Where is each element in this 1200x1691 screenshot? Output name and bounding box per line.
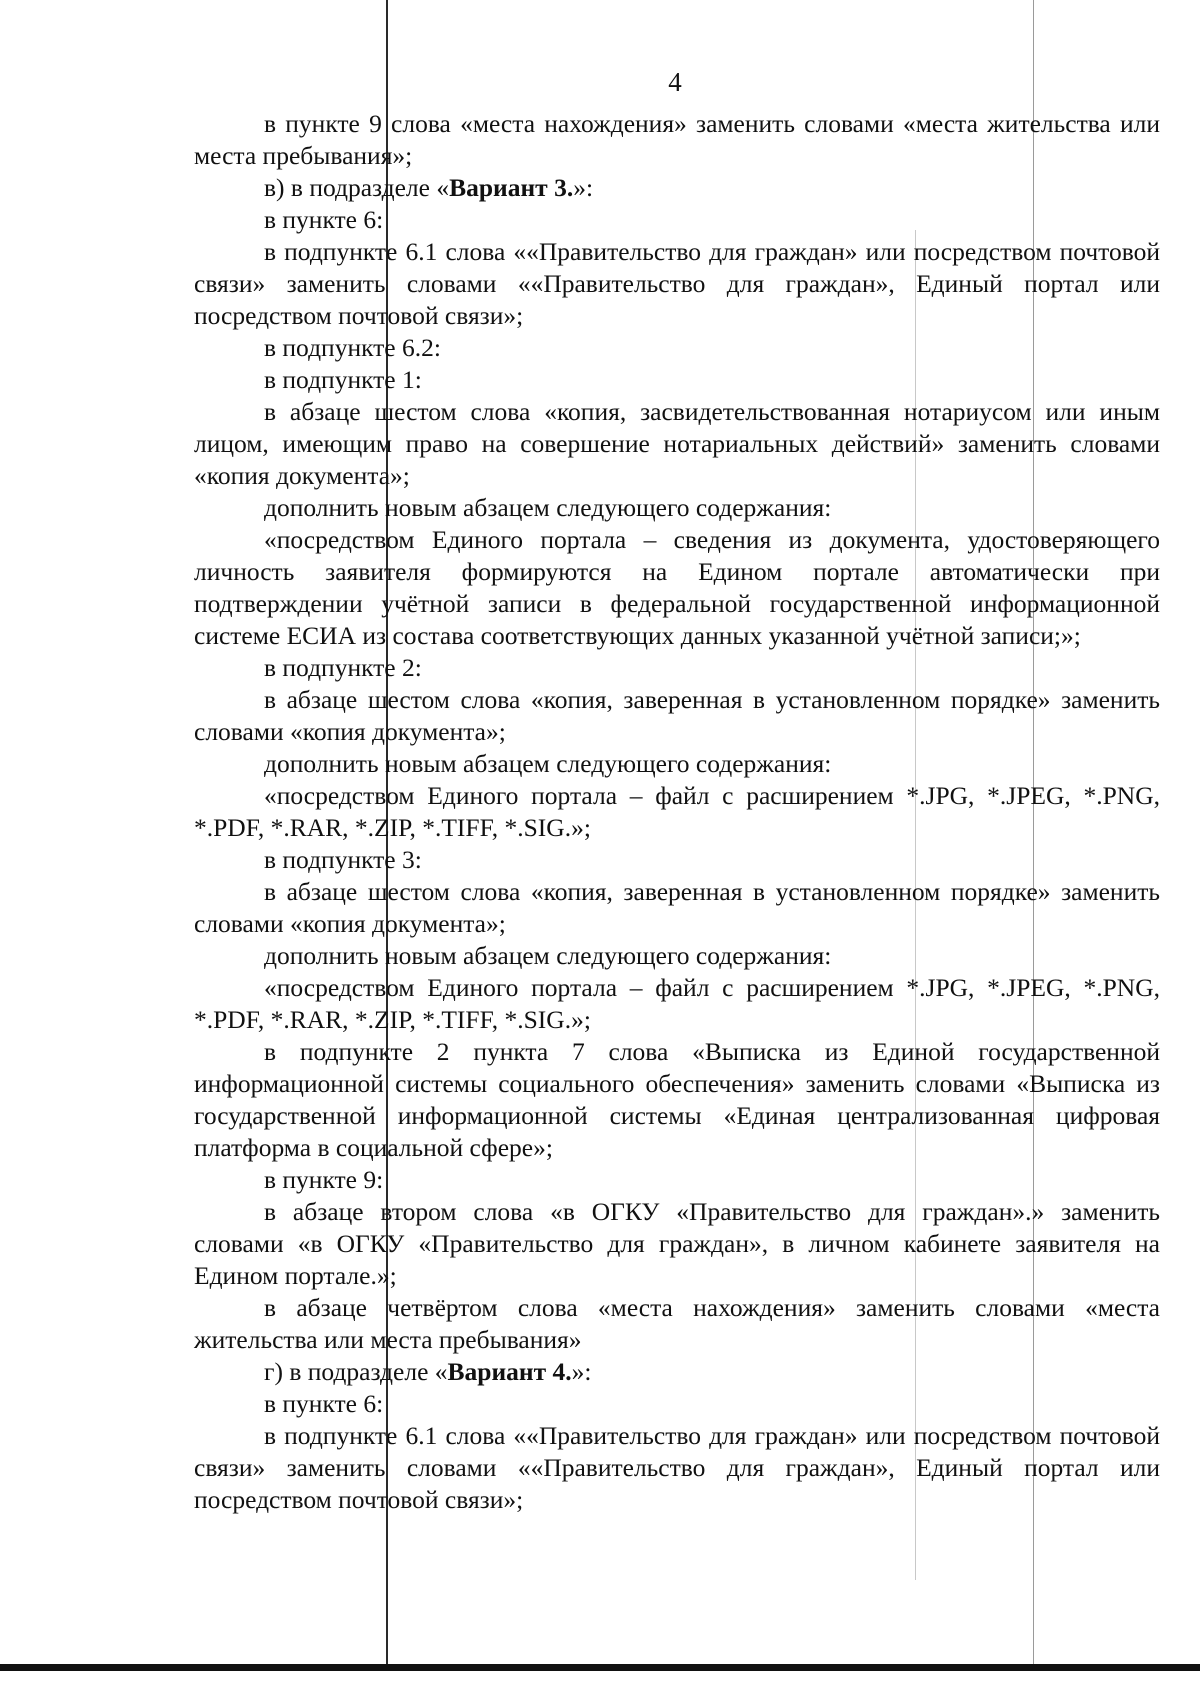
heading-variant: Вариант 4.	[447, 1357, 572, 1386]
subsection-heading	[194, 1356, 1160, 1388]
paragraph: в абзаце шестом слова «копия, заверенная в установленном порядке» заменить словами «копия документа»;	[194, 877, 1160, 938]
paragraph: дополнить новым абзацем следующего содержания:	[264, 941, 832, 970]
paragraph: в подпункте 6.1 слова ««Правительство для граждан» или посредством почтовой связи» заменить словами ««Правительство для граждан», Единый портал или посредством почтовой связи»;	[194, 1421, 1160, 1514]
subsection-heading	[194, 172, 1160, 204]
paragraph: в подпункте 6.2:	[264, 333, 441, 362]
document-body	[194, 108, 1160, 1516]
paragraph: в пункте 6:	[264, 205, 384, 234]
paragraph: «посредством Единого портала – файл с расширением *.JPG, *.JPEG, *.PNG, *.PDF, *.RAR, *.ZIP, *.TIFF, *.SIG.»;	[194, 973, 1160, 1034]
paragraph: дополнить новым абзацем следующего содержания:	[264, 749, 832, 778]
paragraph: «посредством Единого портала – сведения из документа, удостоверяющего личность заявителя формируются на Едином портале автоматически при подтверждении учётной записи в федеральной государственной информационной системе ЕСИА из состава соответствующих данных указанной учётной записи;»;	[194, 525, 1160, 650]
paragraph: в пункте 6:	[264, 1389, 384, 1418]
paragraph: в абзаце четвёртом слова «места нахождения» заменить словами «места жительства или места пребывания»	[194, 1293, 1160, 1354]
heading-prefix: в) в подразделе «	[264, 173, 450, 202]
heading-variant: Вариант 3.	[449, 173, 574, 202]
paragraph: в подпункте 2:	[264, 653, 422, 682]
paragraph: в подпункте 2 пункта 7 слова «Выписка из Единой государственной информационной системы социального обеспечения» заменить словами «Выписка из государственной информационной системы «Единая централизованная цифровая платформа в социальной сфере»;	[194, 1037, 1160, 1162]
paragraph: в пункте 9:	[264, 1165, 384, 1194]
paragraph: дополнить новым абзацем следующего содержания:	[264, 493, 832, 522]
paragraph: в абзаце шестом слова «копия, заверенная в установленном порядке» заменить словами «копия документа»;	[194, 685, 1160, 746]
heading-suffix: »:	[573, 173, 594, 202]
paragraph: в абзаце шестом слова «копия, засвидетельствованная нотариусом или иным лицом, имеющим право на совершение нотариальных действий» заменить словами «копия документа»;	[194, 397, 1160, 490]
paragraph: в подпункте 6.1 слова ««Правительство для граждан» или посредством почтовой связи» заменить словами ««Правительство для граждан», Единый портал или посредством почтовой связи»;	[194, 237, 1160, 330]
heading-suffix: »:	[571, 1357, 592, 1386]
scan-bottom-edge	[0, 1664, 1200, 1671]
paragraph: в пункте 9 слова «места нахождения» заменить словами «места жительства или места пребывания»;	[194, 109, 1160, 170]
paragraph: в подпункте 3:	[264, 845, 422, 874]
paragraph: в абзаце втором слова «в ОГКУ «Правительство для граждан».» заменить словами «в ОГКУ «Правительство для граждан», в личном кабинете заявителя на Едином портале.»;	[194, 1197, 1160, 1290]
paragraph: «посредством Единого портала – файл с расширением *.JPG, *.JPEG, *.PNG, *.PDF, *.RAR, *.ZIP, *.TIFF, *.SIG.»;	[194, 781, 1160, 842]
page-number: 4	[668, 67, 682, 97]
heading-prefix: г) в подразделе «	[264, 1357, 448, 1386]
paragraph: в подпункте 1:	[264, 365, 422, 394]
